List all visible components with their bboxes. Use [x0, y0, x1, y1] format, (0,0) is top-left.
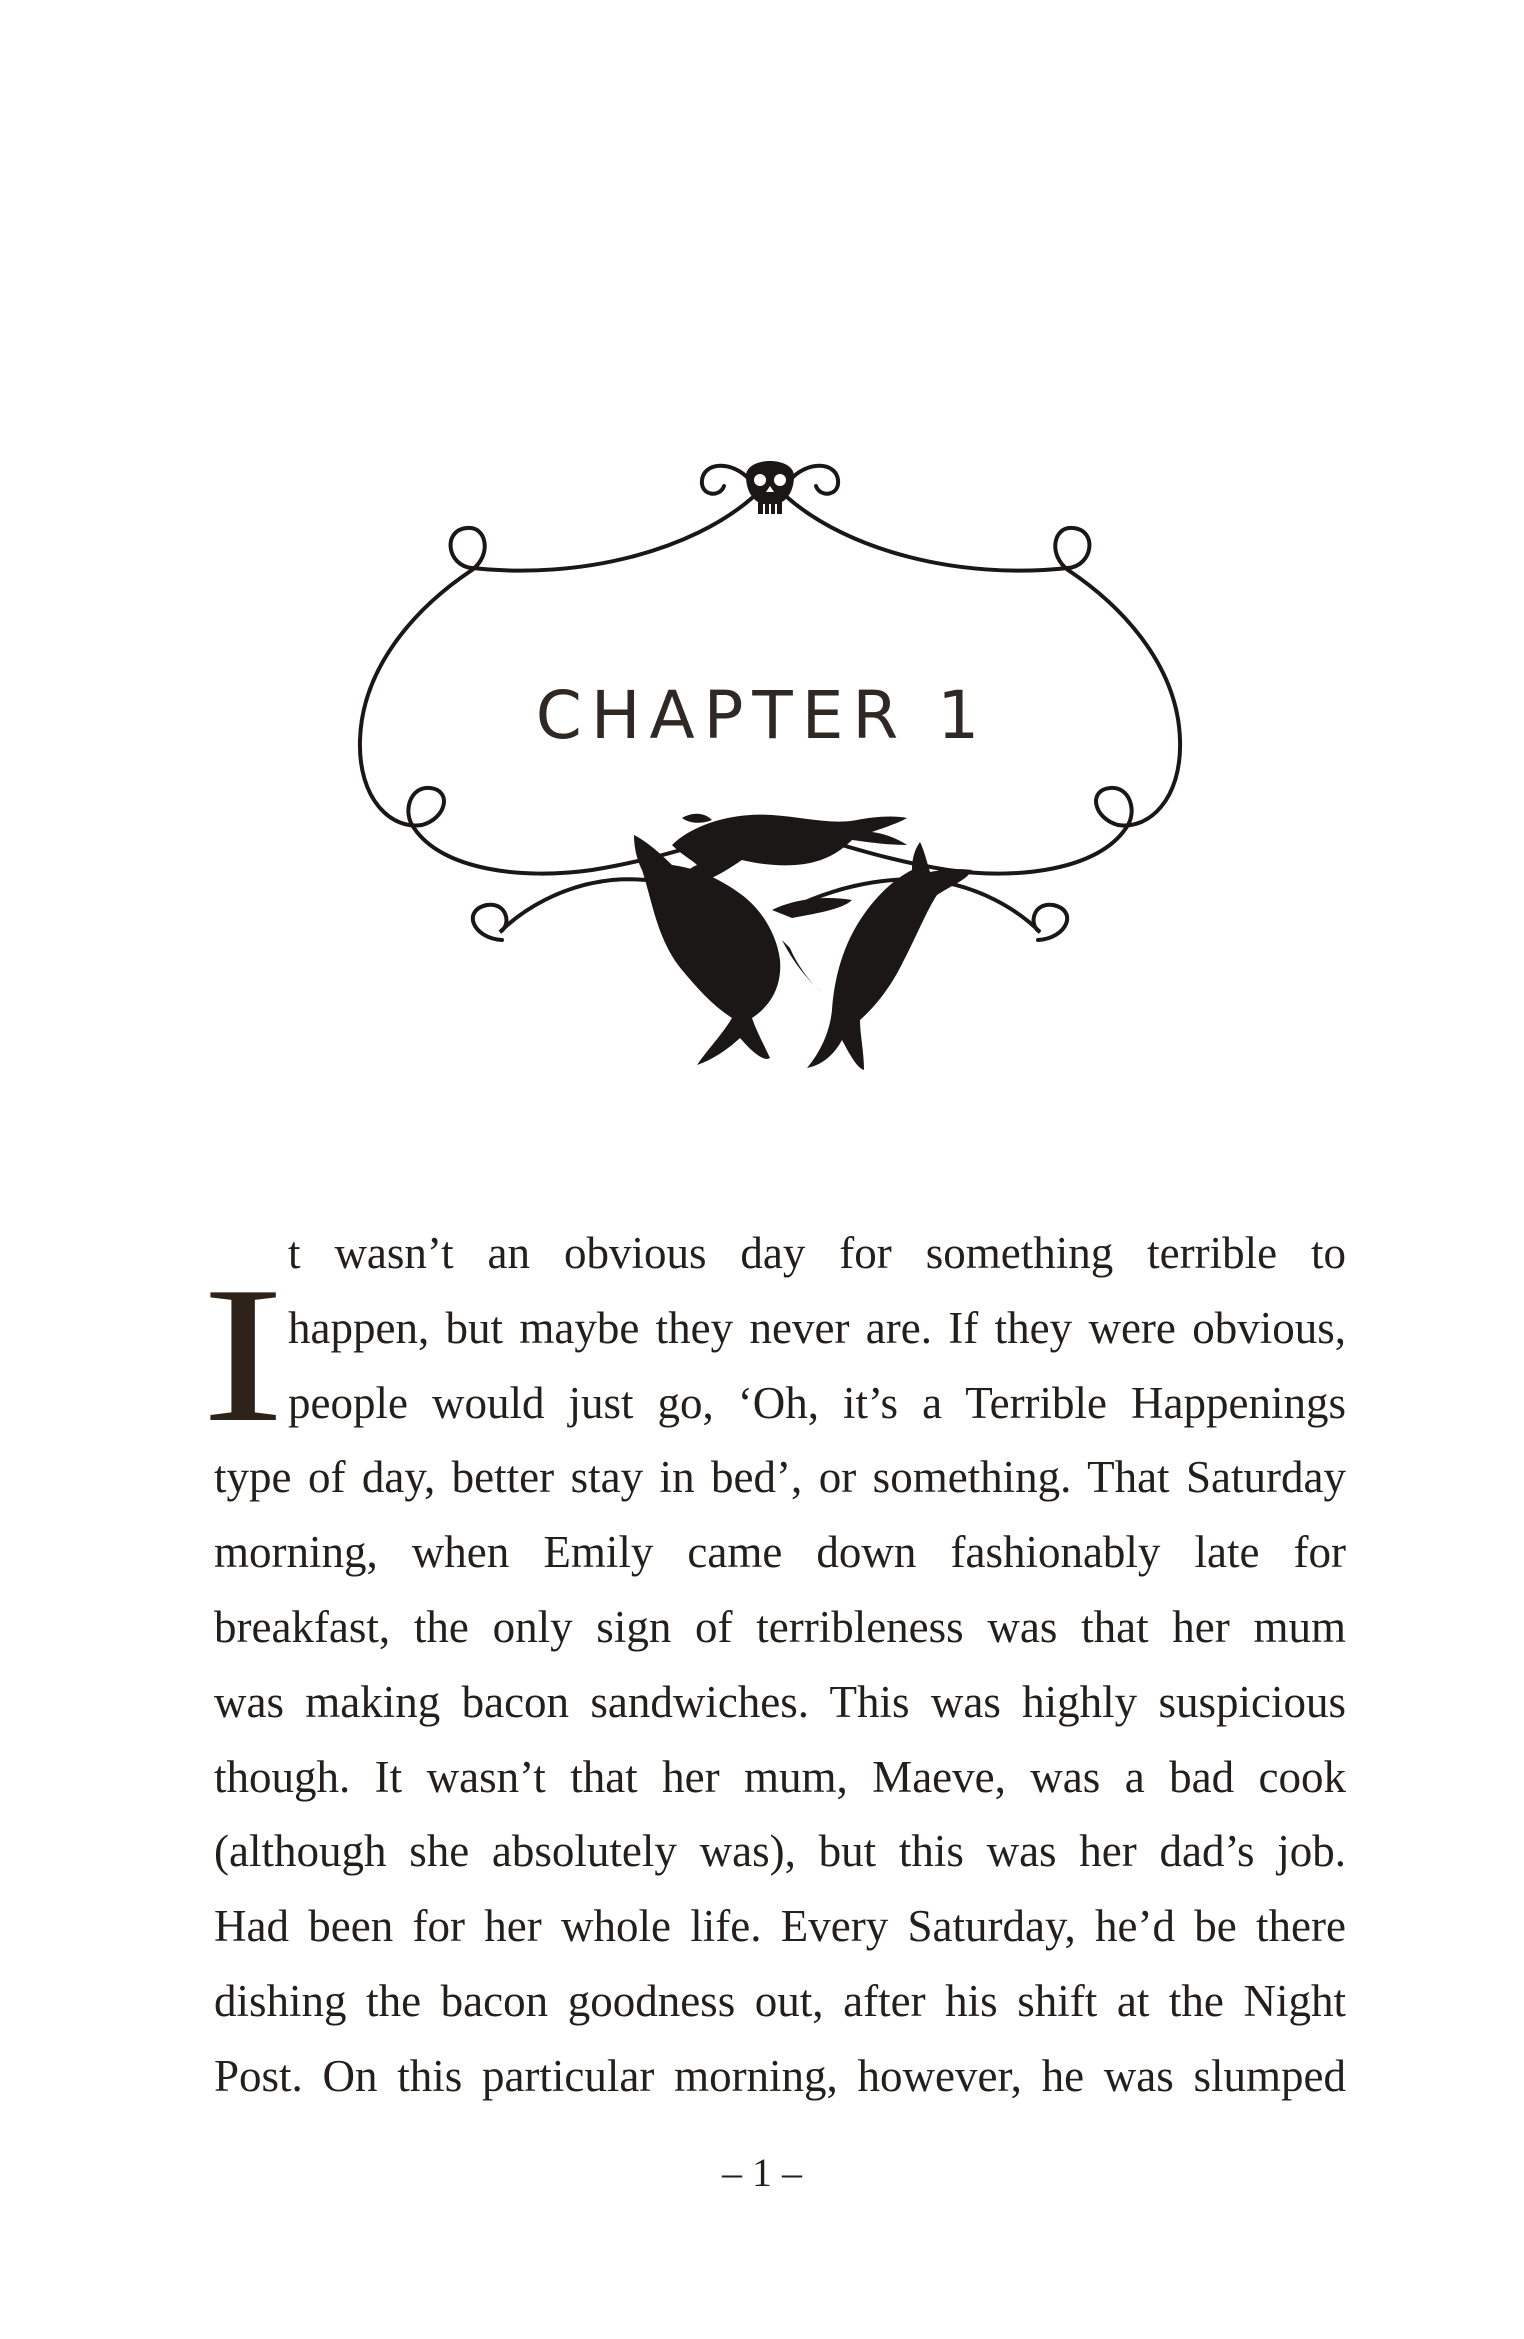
skull-icon [746, 461, 794, 514]
body-line: Post. On this particular morning, however, he was slumped [214, 2050, 1346, 2101]
drop-cap [201, 1232, 285, 1463]
frame-right-top-swag [788, 498, 1089, 571]
body-text [201, 1216, 1346, 2114]
hare-right [807, 842, 972, 1070]
hare-top [672, 815, 907, 885]
body-line: breakfast, the only sign of terribleness was that her mum [214, 1601, 1346, 1652]
body-line: was making bacon sandwiches. This was highly suspicious [214, 1676, 1346, 1727]
body-line: (although she absolutely was), but this was her dad’s job. [214, 1826, 1346, 1877]
body-line: t wasn’t an obvious day for something terrible to [288, 1228, 1346, 1278]
chapter-title: CHAPTER 1 [535, 677, 989, 754]
body-line: morning, when Emily came down fashionably late for [214, 1527, 1346, 1578]
page-number: – 1 – [722, 2150, 802, 2195]
body-line: Had been for her whole life. Every Saturday, he’d be there [214, 1901, 1346, 1952]
body-line: people would just go, ‘Oh, it’s a Terrible Happenings [288, 1377, 1346, 1428]
body-line: happen, but maybe they never are. If they were obvious, [288, 1302, 1346, 1353]
chapter-ornament-frame [352, 440, 1188, 1090]
three-hares-icon [634, 814, 972, 1070]
body-line: type of day, better stay in bed’, or something. That Saturday [214, 1452, 1346, 1503]
skull-left-horn [702, 466, 750, 494]
frame-left-lower-curl [408, 788, 732, 874]
frame-left-top-swag [451, 498, 752, 571]
body-line: though. It wasn’t that her mum, Maeve, was a bad cook [214, 1751, 1346, 1802]
body-line: dishing the bacon goodness out, after his shift at the Night [214, 1975, 1346, 2026]
drop-cap-letter: I [201, 1246, 285, 1463]
skull-right-horn [790, 466, 838, 494]
